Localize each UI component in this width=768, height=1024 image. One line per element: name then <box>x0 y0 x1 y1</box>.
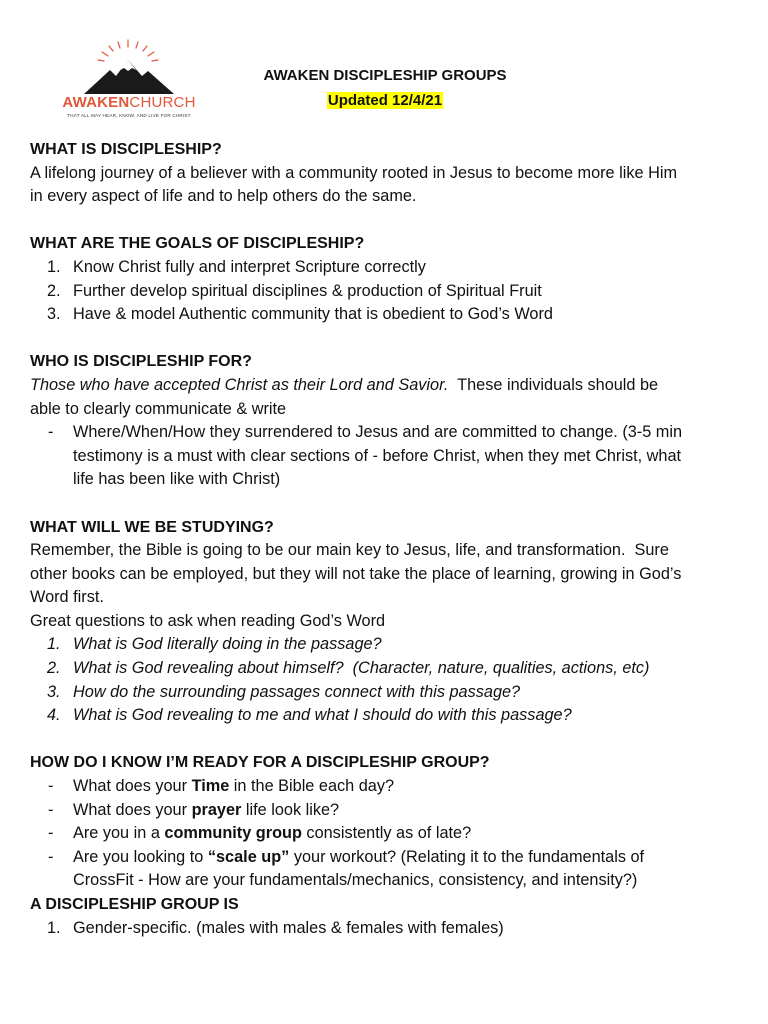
list-marker: 1. <box>47 635 61 654</box>
list-marker: 2. <box>47 659 61 678</box>
list-marker: - <box>48 800 54 819</box>
list-item-text: Are you looking to <box>73 847 208 866</box>
awaken-church-logo <box>58 38 200 124</box>
heading-who: WHO IS DISCIPLESHIP FOR? <box>30 353 252 371</box>
list-marker: - <box>48 824 54 843</box>
heading-study: WHAT WILL WE BE STUDYING? <box>30 518 274 536</box>
list-item-text: life has been like with Christ) <box>73 470 281 489</box>
list-item-text: CrossFit - How are your fundamentals/mechanics, consistency, and intensity?) <box>73 871 638 890</box>
list-marker: 3. <box>47 305 61 324</box>
list-item-text: life look like? <box>241 800 340 819</box>
list-item-text: Where/When/How they surrendered to Jesus and are committed to change. (3-5 min <box>73 423 683 442</box>
list-item <box>30 303 742 327</box>
list-item <box>30 775 742 799</box>
emphasis: community group <box>164 824 302 843</box>
updated-date-wrap <box>200 89 570 112</box>
list-item-text: in the Bible each day? <box>229 777 395 796</box>
who-line <box>30 374 742 398</box>
updated-date-highlight: Updated 12/4/21 <box>327 92 443 109</box>
who-rest: These individuals should be <box>448 375 659 394</box>
list-marker: - <box>48 777 54 796</box>
list-item-text: What does your <box>73 800 192 819</box>
document-body <box>30 138 742 940</box>
list-item <box>30 280 742 304</box>
list-item <box>30 822 742 846</box>
study-line: Great questions to ask when reading God’s Word <box>30 611 386 630</box>
list-item-text: Have & model Authentic community that is obedient to God’s Word <box>73 305 553 324</box>
list-item <box>30 799 742 823</box>
logo-word-thin: CHURCH <box>129 94 196 111</box>
heading-group: A DISCIPLESHIP GROUP IS <box>30 896 239 913</box>
emphasis: Time <box>191 777 230 796</box>
list-marker: 1. <box>47 257 61 276</box>
list-item-text: Are you in a <box>73 824 165 843</box>
list-item <box>30 704 742 728</box>
logo-word-bold: AWAKEN <box>62 94 130 111</box>
questions-list <box>30 633 742 727</box>
who-bullets <box>30 421 742 492</box>
list-item-text: Further develop spiritual disciplines & production of Spiritual Fruit <box>73 281 542 300</box>
list-item-text: How do the surrounding passages connect with this passage? <box>73 682 521 701</box>
goals-list <box>30 256 742 327</box>
list-item-text: your workout? (Relating it to the fundamentals of <box>289 847 645 866</box>
mountain-sunrise-icon <box>58 38 200 96</box>
list-item-text: What does your <box>73 777 192 796</box>
list-item-text: testimony is a must with clear sections of - before Christ, when they met Christ, what <box>73 446 682 465</box>
list-item <box>30 846 742 893</box>
emphasis: “scale up” <box>207 847 290 866</box>
group-list <box>30 917 742 941</box>
document-title: AWAKEN DISCIPLESHIP GROUPS <box>263 67 507 84</box>
study-line: Remember, the Bible is going to be our main key to Jesus, life, and transformation. Sure <box>30 541 669 560</box>
list-item-text: consistently as of late? <box>301 824 472 843</box>
heading-ready: HOW DO I KNOW I’M READY FOR A DISCIPLESHIP GROUP? <box>30 754 490 772</box>
what-is-line: in every aspect of life and to help others do the same. <box>30 187 417 206</box>
study-line: other books can be employed, but they will not take the place of learning, growing in God’s <box>30 564 682 583</box>
ready-bullets <box>30 775 742 893</box>
list-marker: 4. <box>47 706 61 725</box>
list-item-text: Gender-specific. (males with males & females with females) <box>73 918 504 937</box>
list-item <box>30 421 742 492</box>
list-item <box>30 633 742 657</box>
list-marker: 3. <box>47 682 61 701</box>
list-item <box>30 256 742 280</box>
study-line: Word first. <box>30 588 104 607</box>
list-item <box>30 681 742 705</box>
list-marker: 2. <box>47 281 61 300</box>
who-line: able to clearly communicate & write <box>30 399 287 418</box>
list-item <box>30 657 742 681</box>
heading-goals: WHAT ARE THE GOALS OF DISCIPLESHIP? <box>30 235 365 253</box>
list-marker: - <box>48 423 54 442</box>
emphasis: prayer <box>191 800 242 819</box>
who-italic: Those who have accepted Christ as their Lord and Savior. <box>30 375 449 394</box>
list-marker: - <box>48 847 54 866</box>
list-item-text: What is God revealing to me and what I should do with this passage? <box>73 706 572 725</box>
list-marker: 1. <box>47 918 61 937</box>
logo-tagline: THAT ALL MAY HEAR, KNOW, AND LIVE FOR CHRIST <box>67 113 191 118</box>
what-is-line: A lifelong journey of a believer with a community rooted in Jesus to become more like Him <box>30 163 678 182</box>
list-item-text: Know Christ fully and interpret Scripture correctly <box>73 257 426 276</box>
logo-wordmark <box>58 94 200 112</box>
list-item <box>30 917 742 941</box>
heading-what-is: WHAT IS DISCIPLESHIP? <box>30 141 222 158</box>
list-item-text: What is God revealing about himself? (Character, nature, qualities, actions, etc) <box>73 659 650 678</box>
list-item-text: What is God literally doing in the passage? <box>73 635 382 654</box>
